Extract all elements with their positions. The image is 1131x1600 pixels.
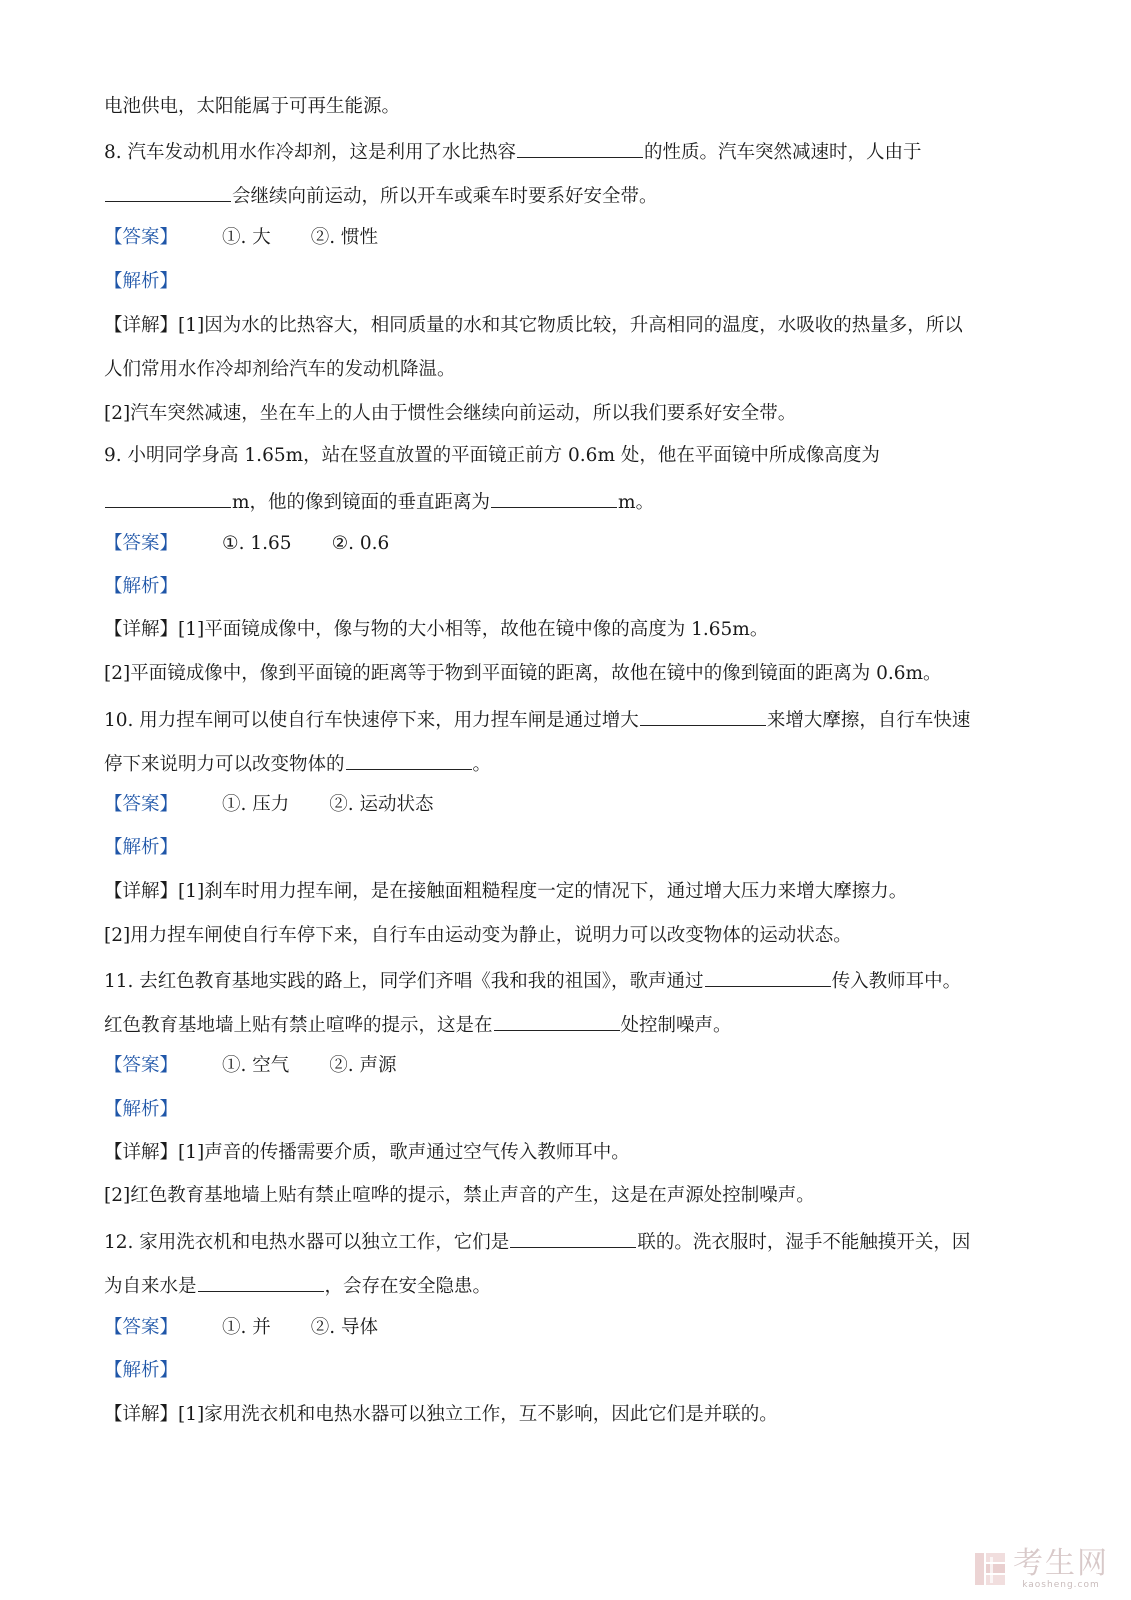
text-run: [2]汽车突然减速，坐在车上的人由于惯性会继续向前运动，所以我们要系好安全带。: [104, 403, 797, 424]
detail-row: [104, 617, 1039, 643]
detail-label: 【详解】: [104, 315, 179, 336]
text-run: [1]平面镜成像中，像与物的大小相等，故他在镜中像的高度为 1.65m。: [178, 619, 769, 640]
detail-label: 【详解】: [104, 1142, 179, 1163]
question-10-cont: [104, 749, 1039, 778]
answer-blank: [510, 1227, 636, 1248]
answer-blank: [640, 705, 766, 726]
answer-blank: [105, 487, 231, 508]
analysis-label: 【解析】: [104, 271, 179, 292]
text-run: 会继续向前运动，所以开车或乘车时要系好安全带。: [232, 186, 658, 207]
answer-label: 【答案】: [104, 227, 179, 248]
text-run: 。: [472, 754, 492, 775]
answer-label: 【答案】: [104, 794, 179, 815]
answer-blank: [491, 487, 617, 508]
analysis-label-row: [104, 574, 1039, 600]
answer-row: [104, 1053, 1039, 1079]
text-run: 红色教育基地墙上贴有禁止喧哗的提示，这是在: [104, 1015, 493, 1036]
text-run: [1]声音的传播需要介质，歌声通过空气传入教师耳中。: [178, 1142, 630, 1163]
text-run: [2]平面镜成像中，像到平面镜的距离等于物到平面镜的距离，故他在镜中的像到镜面的距离为 0.6m。: [104, 663, 942, 684]
text-run: 停下来说明力可以改变物体的: [104, 754, 345, 775]
text-run: 人们常用水作冷却剂给汽车的发动机降温。: [104, 359, 456, 380]
answer-blank: [105, 181, 231, 202]
analysis-label-row: [104, 269, 1039, 295]
question-9: [104, 443, 1039, 469]
question-8: [104, 137, 1039, 166]
text-run: ①. 空气: [222, 1055, 290, 1076]
text-run: m，他的像到镜面的垂直距离为: [232, 492, 491, 513]
text-run: ，会存在安全隐患。: [324, 1276, 492, 1297]
analysis-label-row: [104, 1097, 1039, 1123]
watermark-logo-icon: [973, 1549, 1007, 1589]
answer-label: 【答案】: [104, 1317, 179, 1338]
answer-label: 【答案】: [104, 533, 179, 554]
detail-label: 【详解】: [104, 619, 179, 640]
text-run: 8. 汽车发动机用水作冷却剂，这是利用了水比热容: [104, 142, 517, 163]
text-run: ②. 导体: [310, 1317, 379, 1338]
text-run: [1]因为水的比热容大，相同质量的水和其它物质比较，升高相同的温度，水吸收的热量多，所以: [178, 315, 963, 336]
detail-row: [104, 313, 1039, 339]
answer-row: [104, 1315, 1039, 1341]
text-run: m。: [618, 492, 655, 513]
text-run: 为自来水是: [104, 1276, 197, 1297]
text-run: ②. 声源: [329, 1055, 397, 1076]
detail-label: 【详解】: [104, 881, 179, 902]
answer-blank: [517, 137, 643, 158]
detail-row: [104, 1183, 1039, 1209]
answer-blank: [705, 966, 831, 987]
text-run: 处控制噪声。: [620, 1015, 732, 1036]
text-run: 10. 用力捏车闸可以使自行车快速停下来，用力捏车闸是通过增大: [104, 710, 639, 731]
question-12: [104, 1227, 1039, 1256]
analysis-label: 【解析】: [104, 576, 179, 597]
question-11-cont: [104, 1010, 1039, 1039]
text-run: 来增大摩擦，自行车快速: [766, 710, 971, 731]
site-watermark: [973, 1548, 1109, 1590]
text-run: ①. 1.65: [222, 533, 292, 554]
analysis-label: 【解析】: [104, 837, 179, 858]
text-run: 12. 家用洗衣机和电热水器可以独立工作，它们是: [104, 1232, 510, 1253]
detail-row: [104, 1402, 1039, 1428]
text-run: ②. 0.6: [331, 533, 390, 554]
watermark-name: 考生网: [1013, 1546, 1109, 1581]
answer-blank: [494, 1010, 620, 1031]
text-run: 11. 去红色教育基地实践的路上，同学们齐唱《我和我的祖国》，歌声通过: [104, 971, 704, 992]
detail-row: [104, 401, 1039, 427]
question-12-cont: [104, 1271, 1039, 1300]
text-run: 传入教师耳中。: [831, 971, 962, 992]
text-run: 的性质。汽车突然减速时，人由于: [644, 142, 922, 163]
detail-row: [104, 661, 1039, 687]
question-8-cont: [104, 181, 1039, 210]
analysis-label-row: [104, 1358, 1039, 1384]
text-run: ②. 运动状态: [329, 794, 434, 815]
answer-row: [104, 792, 1039, 818]
answer-label: 【答案】: [104, 1055, 179, 1076]
text-run: ②. 惯性: [310, 227, 379, 248]
paragraph-line: [104, 94, 1039, 120]
text-run: ①. 大: [222, 227, 271, 248]
text-run: 9. 小明同学身高 1.65m，站在竖直放置的平面镜正前方 0.6m 处，他在平面镜中所成像高度为: [104, 445, 880, 466]
question-11: [104, 966, 1039, 995]
watermark-domain: kaosheng.com: [1022, 1580, 1100, 1590]
detail-row-cont: [104, 357, 1039, 383]
analysis-label: 【解析】: [104, 1099, 179, 1120]
detail-row: [104, 879, 1039, 905]
text-run: [2]红色教育基地墙上贴有禁止喧哗的提示，禁止声音的产生，这是在声源处控制噪声。: [104, 1185, 815, 1206]
text-run: ①. 并: [222, 1317, 271, 1338]
analysis-label: 【解析】: [104, 1360, 179, 1381]
text-run: 电池供电，太阳能属于可再生能源。: [104, 96, 401, 117]
text-run: ①. 压力: [222, 794, 290, 815]
analysis-label-row: [104, 835, 1039, 861]
text-run: [1]家用洗衣机和电热水器可以独立工作，互不影响，因此它们是并联的。: [178, 1404, 778, 1425]
question-9-cont: [104, 487, 1039, 516]
detail-row: [104, 923, 1039, 949]
answer-blank: [346, 749, 472, 770]
answer-row: [104, 531, 1039, 557]
answer-row: [104, 225, 1039, 251]
detail-label: 【详解】: [104, 1404, 179, 1425]
text-run: [2]用力捏车闸使自行车停下来，自行车由运动变为静止，说明力可以改变物体的运动状态。: [104, 925, 852, 946]
question-10: [104, 705, 1039, 734]
answer-blank: [198, 1271, 324, 1292]
text-run: [1]刹车时用力捏车闸，是在接触面粗糙程度一定的情况下，通过增大压力来增大摩擦力。: [178, 881, 908, 902]
detail-row: [104, 1140, 1039, 1166]
text-run: 联的。洗衣服时，湿手不能触摸开关，因: [637, 1232, 971, 1253]
